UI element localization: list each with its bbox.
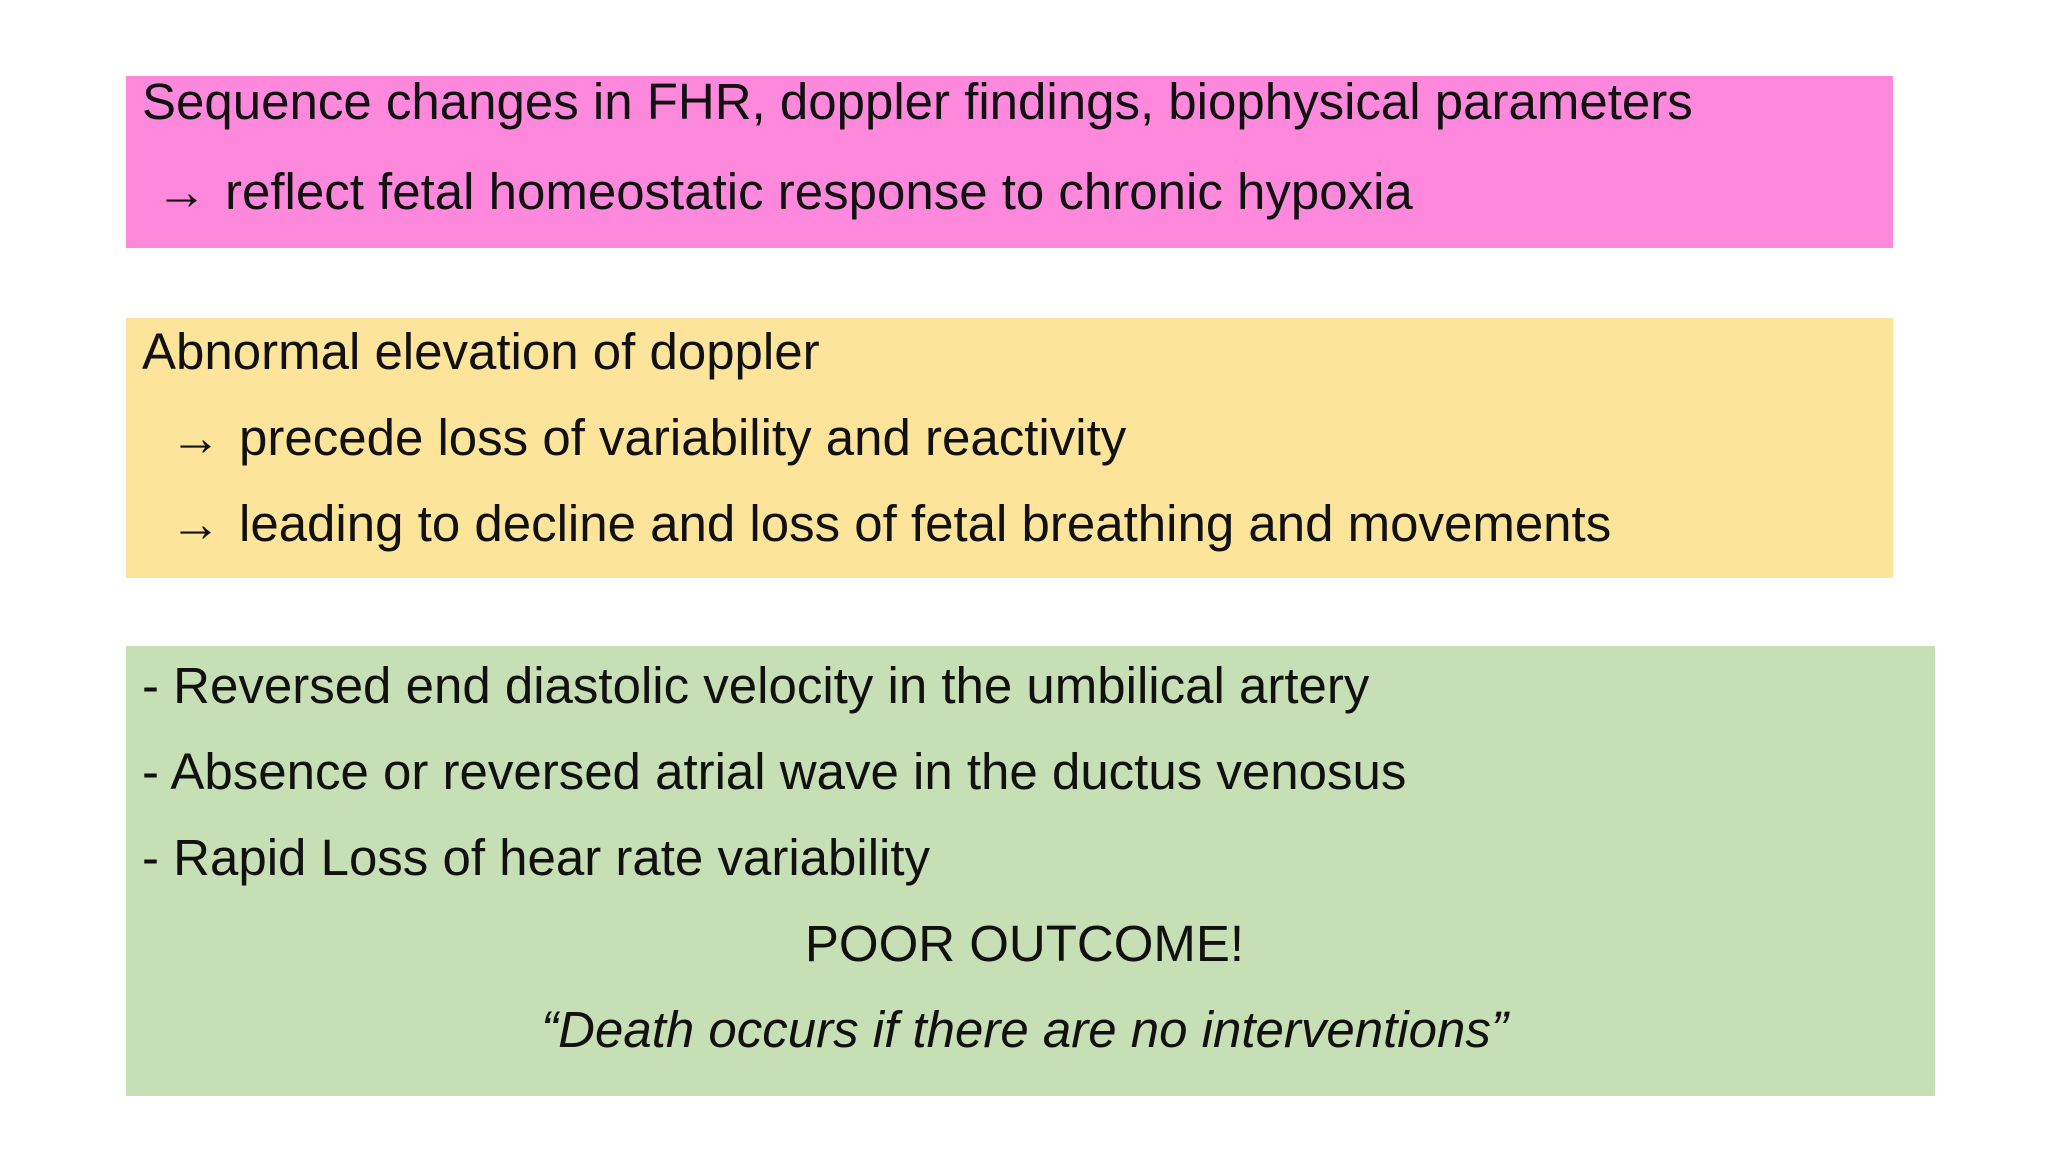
yellow-info-box (126, 318, 1893, 578)
green-bullet-2: - Absence or reversed atrial wave in the ductus venosus (142, 743, 1407, 800)
pink-line-2 (156, 162, 1413, 222)
poor-outcome-heading: POOR OUTCOME! (804, 915, 1245, 972)
pink-info-box (126, 73, 1893, 248)
yellow-line-1: Abnormal elevation of doppler (142, 323, 820, 380)
pink-line-2-text: reflect fetal homeostatic response to chronic hypoxia (225, 163, 1413, 220)
arrow-right-icon: → (170, 409, 221, 466)
yellow-line-3 (170, 494, 1611, 554)
yellow-line-2 (170, 408, 1126, 468)
green-info-box (126, 646, 1935, 1096)
yellow-line-3-text: leading to decline and loss of fetal breathing and movements (239, 495, 1612, 552)
yellow-line-2-text: precede loss of variability and reactivity (239, 409, 1127, 466)
green-bullet-1: - Reversed end diastolic velocity in the umbilical artery (142, 657, 1370, 714)
pink-line-1-text: Sequence changes in FHR, doppler findings, biophysical parameters (142, 73, 1693, 130)
death-quote: “Death occurs if there are no interventions” (541, 1001, 1508, 1058)
arrow-right-icon: → (170, 495, 221, 552)
arrow-right-icon: → (156, 163, 207, 220)
green-bullet-3: - Rapid Loss of hear rate variability (142, 829, 931, 886)
